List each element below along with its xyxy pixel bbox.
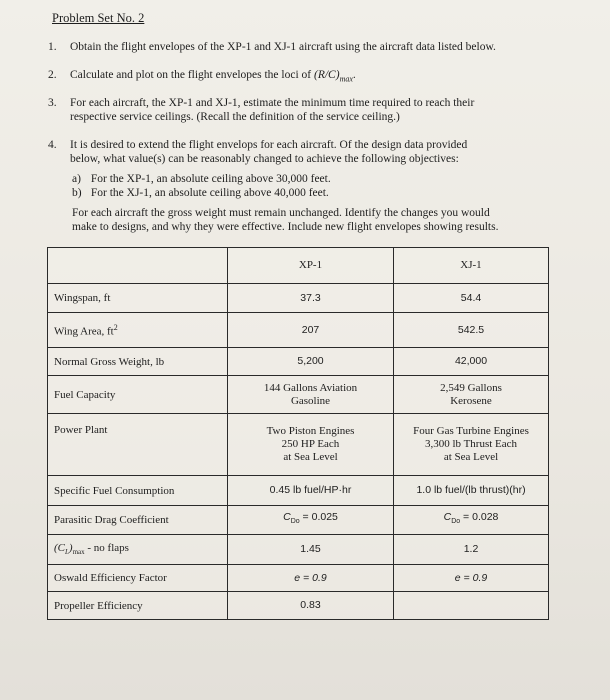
row-label: Parasitic Drag Coefficient <box>48 506 228 535</box>
problem-text: Obtain the flight envelopes of the XP-1 and XJ-1 aircraft using the aircraft data listed below. <box>70 41 496 53</box>
xj1-value: e = 0.9 <box>394 565 549 592</box>
xp1-value <box>228 506 394 535</box>
row-label: Oswald Efficiency Factor <box>48 565 228 592</box>
xj1-value: 42,000 <box>394 348 549 376</box>
lift-max-subscript: max <box>72 548 85 557</box>
problem-number: 1. <box>48 41 57 53</box>
lift-symbol: (C <box>54 542 65 555</box>
row-label <box>48 535 228 565</box>
row-label-text: - no flaps <box>84 542 129 555</box>
xp1-value: 207 <box>228 313 394 348</box>
rate-of-climb-symbol: (R/C) <box>314 69 340 81</box>
xj1-value: 54.4 <box>394 284 549 313</box>
xp1-value: 0.83 <box>228 592 394 620</box>
cell-line: 144 Gallons Aviation <box>263 381 358 394</box>
row-label: Specific Fuel Consumption <box>48 476 228 506</box>
table-row <box>48 348 549 376</box>
drag-symbol: C <box>283 511 291 524</box>
problem-number: 2. <box>48 69 57 81</box>
xp1-value <box>228 376 394 414</box>
row-label-text: Wing Area, ft <box>54 325 114 338</box>
row-label <box>48 313 228 348</box>
objective-text: For the XP-1, an absolute ceiling above 30,000 feet. <box>90 173 331 185</box>
problem-text-part: Calculate and plot on the flight envelopes the loci of <box>70 69 314 81</box>
drag-symbol: C <box>443 511 452 524</box>
row-label: Normal Gross Weight, lb <box>48 348 228 376</box>
problem-text-part: . <box>352 69 356 81</box>
table-header-cell <box>48 248 228 284</box>
row-label: Fuel Capacity <box>48 376 228 414</box>
problem-number: 3. <box>48 97 57 109</box>
problem-number: 4. <box>48 139 57 151</box>
objective-label: b) <box>72 187 82 199</box>
cell-line: Two Piston Engines <box>266 425 355 437</box>
row-label-superscript: 2 <box>113 322 118 332</box>
xp1-value: 5,200 <box>228 348 394 376</box>
drag-value: = 0.025 <box>299 511 338 524</box>
objective-b <box>72 186 542 200</box>
xp1-value: 37.3 <box>228 284 394 313</box>
closing-line: make to designs, and why they were effective. Include new flight envelopes showing results. <box>72 221 499 233</box>
xj1-value: 1.2 <box>394 535 549 565</box>
objective-a <box>72 172 542 186</box>
table-row <box>48 376 549 414</box>
objective-text: For the XJ-1, an absolute ceiling above 40,000 feet. <box>90 187 329 199</box>
xj1-value <box>394 414 549 476</box>
row-label: Wingspan, ft <box>48 284 228 313</box>
table-row <box>48 565 549 592</box>
objective-label: a) <box>72 173 81 185</box>
xp1-value: 0.45 lb fuel/HP·hr <box>228 476 394 506</box>
table-row <box>48 414 549 476</box>
problem-text <box>70 138 550 166</box>
lift-symbol-close: ) <box>68 542 73 555</box>
cell-line: 3,300 lb Thrust Each <box>424 438 518 450</box>
row-label: Power Plant <box>48 414 228 476</box>
xj1-value <box>394 592 549 620</box>
aircraft-data-table <box>47 247 549 620</box>
closing-instructions <box>72 206 542 234</box>
page-title: Problem Set No. 2 <box>52 11 145 25</box>
problem-line: respective service ceilings. (Recall the definition of the service ceiling.) <box>70 111 400 123</box>
cell-line: Gasoline <box>290 394 331 407</box>
cell-line: Four Gas Turbine Engines <box>413 425 529 437</box>
xj1-value <box>394 506 549 535</box>
lift-symbol-subscript: L <box>65 548 69 557</box>
xj1-value <box>394 376 549 414</box>
closing-line: For each aircraft the gross weight must remain unchanged. Identify the changes you would <box>72 207 490 219</box>
xp1-value <box>228 414 394 476</box>
xp1-value: 1.45 <box>228 535 394 565</box>
cell-line: at Sea Level <box>443 451 499 463</box>
problem-text <box>70 96 550 124</box>
drag-value: = 0.028 <box>460 511 499 524</box>
table-row <box>48 506 549 535</box>
rate-of-climb-subscript: max <box>339 74 353 84</box>
table-row <box>48 592 549 620</box>
table-row <box>48 476 549 506</box>
xj1-value: 542.5 <box>394 313 549 348</box>
problem-line: It is desired to extend the flight envelops for each aircraft. Of the design data provided <box>70 139 468 151</box>
cell-line: Kerosene <box>450 394 492 407</box>
cell-line: 2,549 Gallons <box>440 381 502 394</box>
table-header-xj1: XJ-1 <box>394 248 549 284</box>
xp1-value: e = 0.9 <box>228 565 394 592</box>
table-header-xp1: XP-1 <box>228 248 394 284</box>
problem-text <box>70 68 550 86</box>
table-row <box>48 535 549 565</box>
xj1-value: 1.0 lb fuel/(lb thrust)(hr) <box>394 476 549 506</box>
problem-line: For each aircraft, the XP-1 and XJ-1, estimate the minimum time required to reach their <box>70 97 475 109</box>
cell-line: 250 HP Each <box>281 438 340 450</box>
table-row <box>48 313 549 348</box>
table-header-row <box>48 248 549 284</box>
row-label: Propeller Efficiency <box>48 592 228 620</box>
table-row <box>48 284 549 313</box>
drag-symbol-subscript: Do <box>451 518 461 526</box>
drag-symbol-subscript: Do <box>290 518 300 526</box>
cell-line: at Sea Level <box>283 451 338 463</box>
problem-line: below, what value(s) can be reasonably changed to achieve the following objectives: <box>70 153 459 165</box>
